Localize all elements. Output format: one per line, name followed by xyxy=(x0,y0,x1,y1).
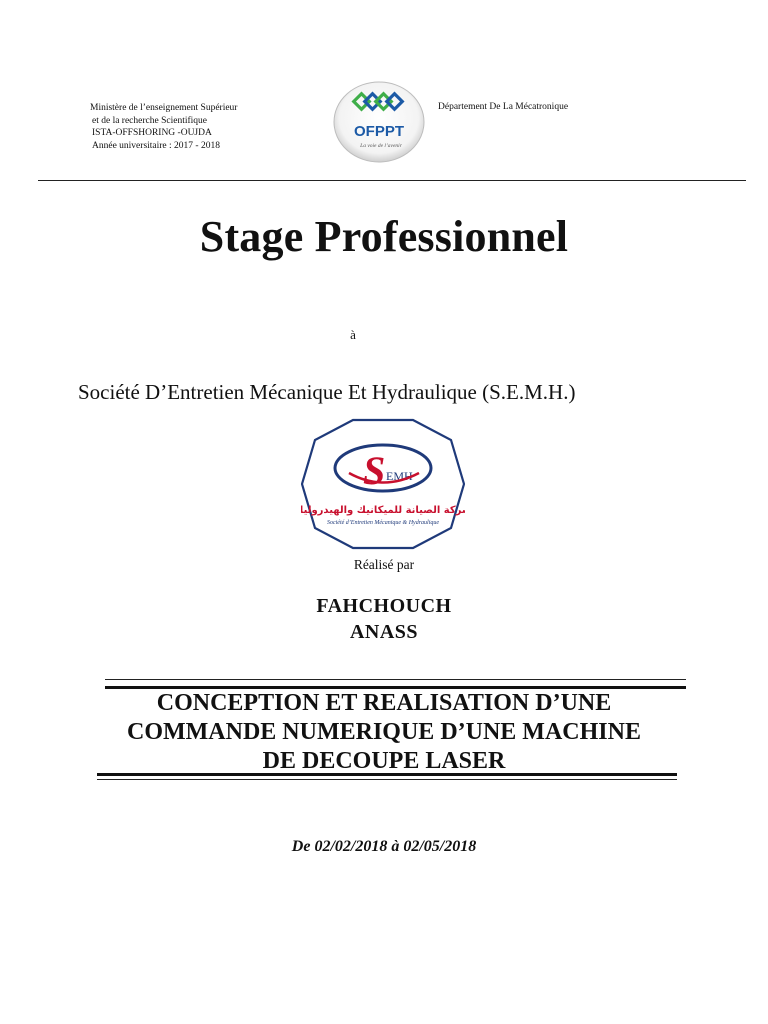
project-subject xyxy=(0,689,768,776)
author-last-name: FAHCHOUCH xyxy=(316,595,452,617)
realised-by-label: Réalisé par xyxy=(353,557,415,572)
ofppt-wordmark: OFPPT xyxy=(353,123,405,140)
ofppt-tagline: La voie de l’avenir xyxy=(360,143,402,149)
preposition: à xyxy=(350,327,356,342)
semh-french-text: Société d’Entretien Mécanique & Hydraulique xyxy=(326,520,440,526)
company-name: Société D’Entretien Mécanique Et Hydraulique (S.E.M.H.) xyxy=(78,380,576,404)
subject-line-3: DE DECOUPE LASER xyxy=(262,748,506,774)
ofppt-logo xyxy=(333,81,425,163)
ministry-line-2: et de la recherche Scientifique xyxy=(92,115,207,126)
internship-dates: De 02/02/2018 à 02/05/2018 xyxy=(291,838,477,855)
subject-line-1: CONCEPTION ET REALISATION D’UNE xyxy=(156,690,612,716)
subject-line-2: COMMANDE NUMERIQUE D’UNE MACHINE xyxy=(127,719,641,745)
academic-year: Année universitaire : 2017 - 2018 xyxy=(92,140,220,151)
semh-arabic-text: شركة الصيانة للميكانيك والهيدروليك xyxy=(301,505,465,516)
author-first-name: ANASS xyxy=(349,621,419,643)
page-title: Stage Professionnel xyxy=(199,212,569,261)
ministry-header xyxy=(90,102,330,152)
ministry-line-1: Ministère de l’enseignement Supérieur xyxy=(90,103,238,113)
semh-initial: S xyxy=(363,448,386,493)
subject-top-rule-thin xyxy=(105,679,686,680)
department-name: Département De La Mécatronique xyxy=(438,102,569,112)
semh-logo xyxy=(301,418,465,550)
institute-name: ISTA-OFFSHORING -OUJDA xyxy=(92,128,212,138)
header-divider xyxy=(38,180,746,181)
subject-bottom-rule-thin xyxy=(97,779,677,780)
semh-letters: EMH xyxy=(386,469,413,483)
subject-bottom-rule-thick xyxy=(97,773,677,776)
